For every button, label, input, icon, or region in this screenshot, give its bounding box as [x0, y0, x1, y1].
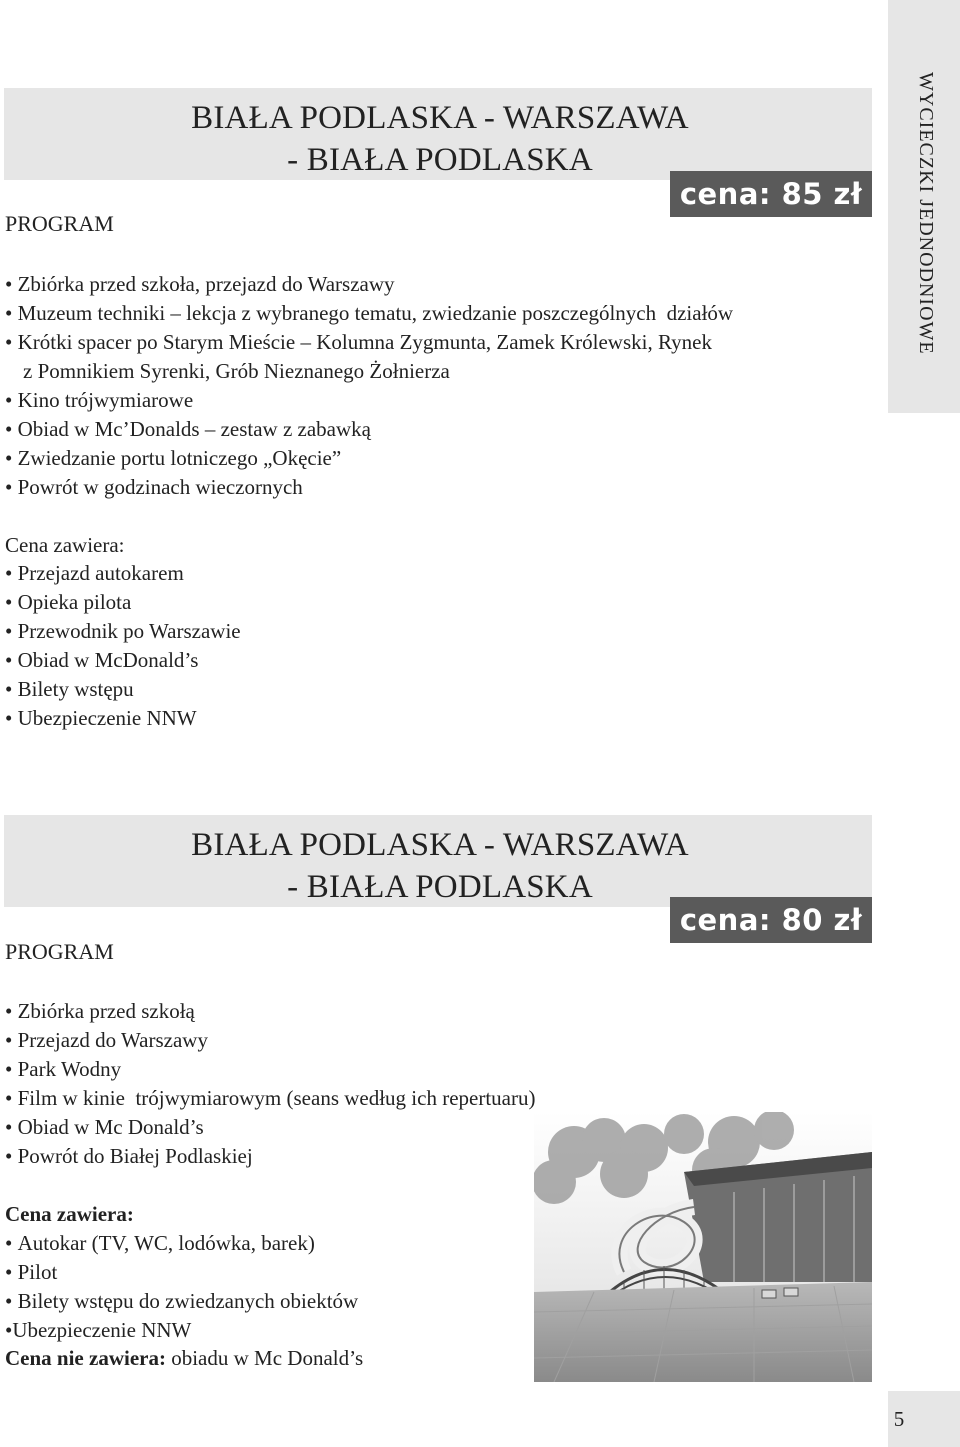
list-item: • Powrót w godzinach wieczornych	[5, 473, 733, 502]
list-item: • Film w kinie trójwymiarowym (seans według ich repertuaru)	[5, 1084, 535, 1113]
list-item: • Muzeum techniki – lekcja z wybranego tematu, zwiedzanie poszczególnych działów	[5, 299, 733, 328]
list-item: • Bilety wstępu	[5, 675, 241, 704]
trip1-includes-list	[5, 559, 241, 733]
list-item: • Przejazd autokarem	[5, 559, 241, 588]
list-item: • Krótki spacer po Starym Mieście – Kolumna Zygmunta, Zamek Królewski, Rynek	[5, 328, 733, 357]
section-side-label: WYCIECZKI JEDNODNIOWE	[915, 72, 937, 355]
trip1-price-badge: cena: 85 zł	[670, 171, 872, 217]
list-item	[5, 1316, 358, 1345]
list-item: • Przewodnik po Warszawie	[5, 617, 241, 646]
list-item: • Opieka pilota	[5, 588, 241, 617]
aquapark-photo	[534, 1112, 872, 1382]
list-item: • Obiad w Mc’Donalds – zestaw z zabawką	[5, 415, 733, 444]
page-number: 5	[893, 1407, 905, 1431]
list-item: • Przejazd do Warszawy	[5, 1026, 535, 1055]
list-item: • Zwiedzanie portu lotniczego „Okęcie”	[5, 444, 733, 473]
trip2-title-line1: BIAŁA PODLASKA - WARSZAWA	[191, 827, 689, 863]
trip1-program-label: PROGRAM	[5, 211, 114, 236]
trip1-program-list	[5, 270, 733, 502]
trip2-includes-label: Cena zawiera:	[5, 1202, 134, 1226]
list-item: z Pomnikiem Syrenki, Grób Nieznanego Żołnierza	[23, 359, 450, 383]
trip2-excludes-line	[5, 1345, 363, 1371]
trip2-program-list	[5, 997, 535, 1171]
trip2-excludes-text: obiadu w Mc Donald’s	[165, 1346, 364, 1370]
list-item: • Park Wodny	[5, 1055, 535, 1084]
list-item: • Zbiórka przed szkoła, przejazd do Warszawy	[5, 270, 733, 299]
list-item-text: Ubezpieczenie NNW	[12, 1318, 192, 1342]
trip2-includes-list	[5, 1229, 358, 1345]
trip1-title-line2: - BIAŁA PODLASKA	[287, 142, 593, 178]
list-item: • Autokar (TV, WC, lodówka, barek)	[5, 1229, 358, 1258]
list-item: • Powrót do Białej Podlaskiej	[5, 1142, 535, 1171]
list-item: • Obiad w McDonald’s	[5, 646, 241, 675]
trip1-includes-label: Cena zawiera:	[5, 533, 125, 557]
trip1-title-line1: BIAŁA PODLASKA - WARSZAWA	[191, 100, 689, 136]
trip2-program-label: PROGRAM	[5, 939, 114, 964]
list-item: • Zbiórka przed szkołą	[5, 997, 535, 1026]
trip2-title-line2: - BIAŁA PODLASKA	[287, 869, 593, 905]
list-item: • Obiad w Mc Donald’s	[5, 1113, 535, 1142]
bullet: •	[5, 1318, 13, 1342]
list-item: • Bilety wstępu do zwiedzanych obiektów	[5, 1287, 358, 1316]
trip2-price-badge: cena: 80 zł	[670, 897, 872, 943]
list-item: • Kino trójwymiarowe	[5, 386, 733, 415]
list-item: • Pilot	[5, 1258, 358, 1287]
list-item: • Ubezpieczenie NNW	[5, 704, 241, 733]
trip2-excludes-label: Cena nie zawiera:	[5, 1346, 166, 1370]
